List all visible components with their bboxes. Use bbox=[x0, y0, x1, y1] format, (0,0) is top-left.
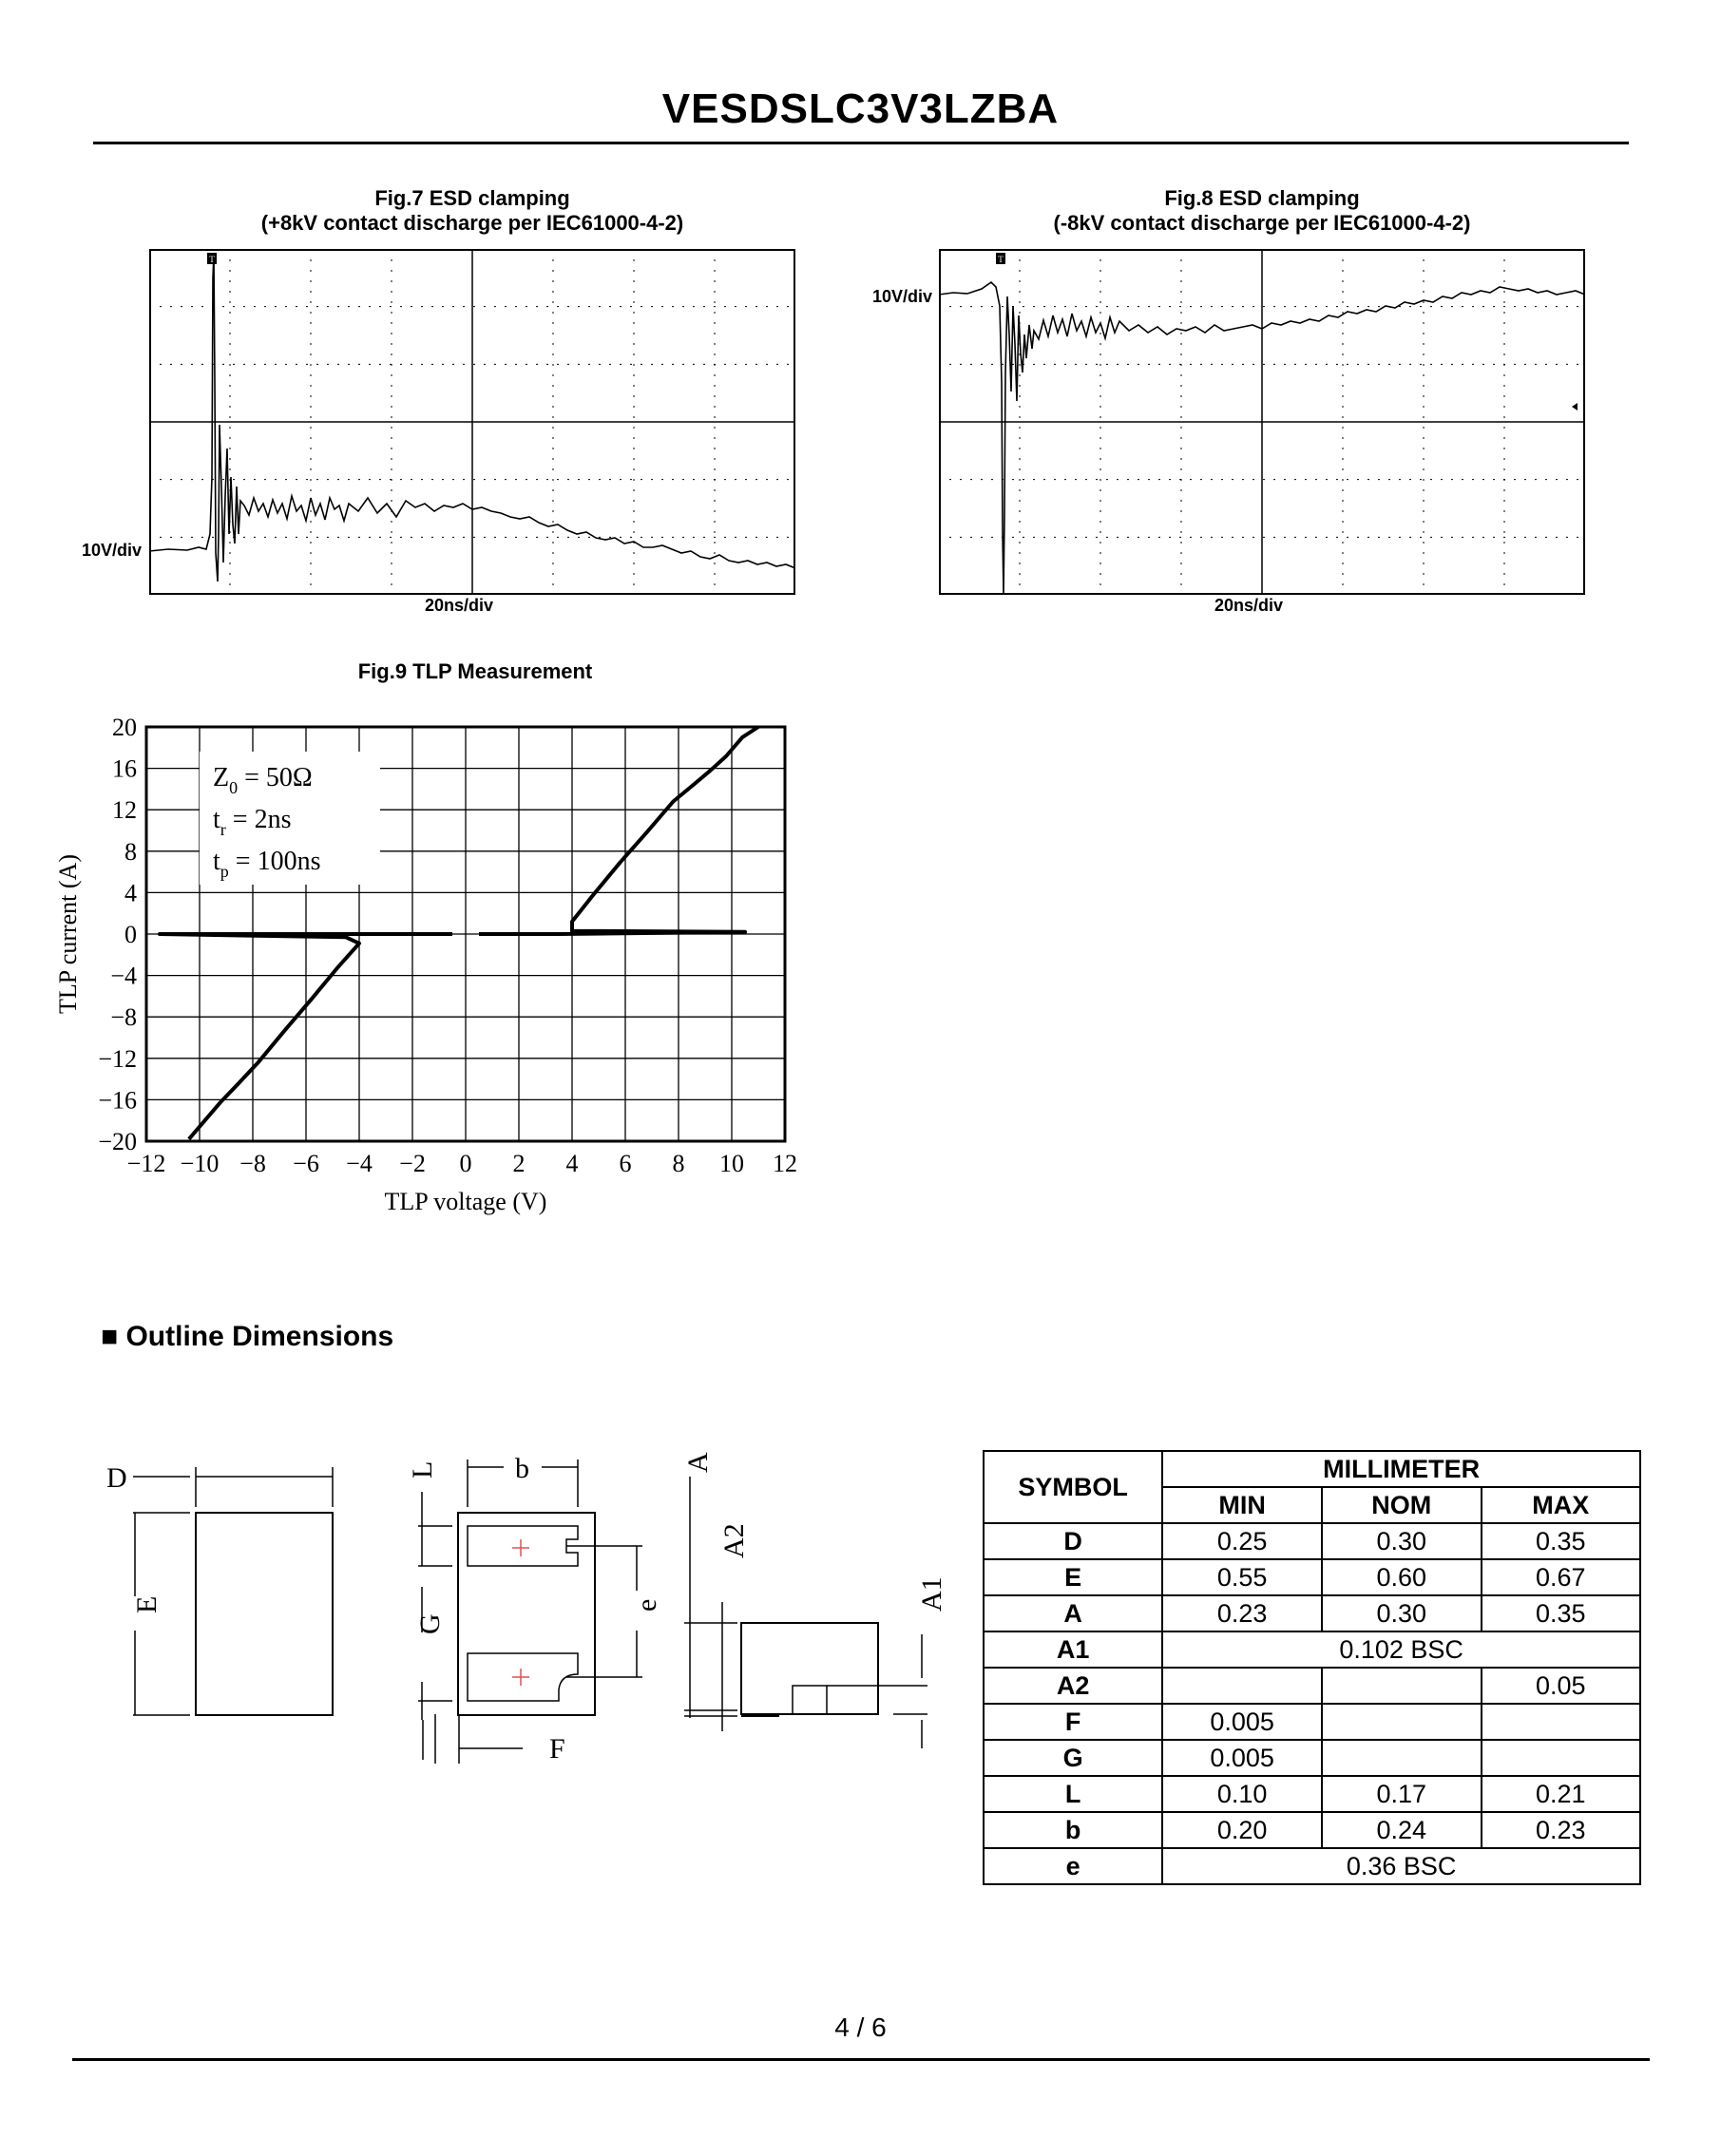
label-e: e bbox=[631, 1598, 662, 1612]
label-A1: A1 bbox=[916, 1576, 947, 1612]
fig7-title-line1: Fig.7 ESD clamping bbox=[374, 186, 570, 210]
cell-nom: 0.24 bbox=[1322, 1812, 1482, 1848]
table-row bbox=[984, 1523, 1640, 1559]
table-row bbox=[984, 1812, 1640, 1848]
cell-nom: 0.30 bbox=[1322, 1595, 1482, 1631]
fig7-y-scale-label: 10V/div bbox=[82, 541, 143, 560]
cell-symbol: G bbox=[984, 1740, 1162, 1776]
section-heading-text: Outline Dimensions bbox=[125, 1321, 394, 1352]
outline-top-view bbox=[106, 1462, 333, 1715]
table-row bbox=[984, 1668, 1640, 1704]
tlp-x-axis-label: TLP voltage (V) bbox=[384, 1188, 547, 1215]
header-nom: NOM bbox=[1322, 1487, 1482, 1523]
header-millimeter: MILLIMETER bbox=[1162, 1451, 1640, 1487]
section-heading bbox=[101, 1321, 393, 1353]
label-b: b bbox=[515, 1453, 529, 1484]
cell-symbol: L bbox=[984, 1776, 1162, 1812]
title-rule bbox=[93, 142, 1629, 144]
page-number: 4 / 6 bbox=[834, 2013, 887, 2042]
fig8-y-scale-label: 10V/div bbox=[872, 287, 933, 306]
tlp-annotation-tr: $t_r = 2ns$ bbox=[213, 805, 292, 839]
label-D: D bbox=[106, 1462, 127, 1494]
fig7-x-scale-label: 20ns/div bbox=[425, 596, 494, 615]
header-symbol: SYMBOL bbox=[984, 1451, 1162, 1523]
outline-bottom-view bbox=[407, 1453, 662, 1765]
cell-max bbox=[1482, 1704, 1641, 1740]
header-min: MIN bbox=[1162, 1487, 1322, 1523]
cell-max bbox=[1482, 1740, 1641, 1776]
dimension-table bbox=[983, 1450, 1641, 1885]
tlp-x-tick-label: 12 bbox=[773, 1150, 797, 1177]
tlp-series-positive bbox=[479, 727, 758, 934]
label-L: L bbox=[407, 1460, 438, 1479]
cell-min bbox=[1162, 1668, 1322, 1704]
tlp-y-tick-label: −12 bbox=[98, 1044, 137, 1073]
table-row bbox=[984, 1631, 1640, 1668]
cell-symbol: e bbox=[984, 1848, 1162, 1884]
cell-symbol: D bbox=[984, 1523, 1162, 1559]
fig8-title-line1: Fig.8 ESD clamping bbox=[1164, 186, 1360, 210]
tlp-y-tick-label: −4 bbox=[110, 962, 137, 990]
cell-min: 0.10 bbox=[1162, 1776, 1322, 1812]
tlp-y-tick-label: 8 bbox=[124, 837, 137, 866]
cell-max: 0.67 bbox=[1482, 1559, 1641, 1595]
tlp-y-tick-label: −8 bbox=[110, 1003, 137, 1032]
cell-min: 0.55 bbox=[1162, 1559, 1322, 1595]
fig8-title bbox=[939, 186, 1585, 236]
tlp-y-tick-label: −20 bbox=[98, 1128, 137, 1155]
svg-text:T: T bbox=[209, 255, 215, 264]
label-E: E bbox=[131, 1595, 163, 1613]
cell-symbol: E bbox=[984, 1559, 1162, 1595]
cell-nom: 0.17 bbox=[1322, 1776, 1482, 1812]
table-row bbox=[984, 1848, 1640, 1884]
cell-nom bbox=[1322, 1704, 1482, 1740]
label-A2: A2 bbox=[718, 1523, 750, 1558]
cell-value-span: 0.36 BSC bbox=[1162, 1848, 1640, 1884]
cell-symbol: F bbox=[984, 1704, 1162, 1740]
tlp-y-tick-label: 0 bbox=[124, 921, 137, 948]
label-G: G bbox=[414, 1613, 446, 1634]
tlp-y-axis-label: TLP current (A) bbox=[54, 854, 82, 1014]
tlp-x-tick-label: 6 bbox=[619, 1150, 632, 1177]
table-row bbox=[984, 1559, 1640, 1595]
tlp-y-tick-label: 16 bbox=[112, 754, 137, 783]
cell-value-span: 0.102 BSC bbox=[1162, 1631, 1640, 1668]
table-row bbox=[984, 1740, 1640, 1776]
tlp-x-tick-label: −2 bbox=[399, 1150, 426, 1177]
label-A: A bbox=[682, 1452, 714, 1473]
cell-symbol: A2 bbox=[984, 1668, 1162, 1704]
tlp-x-tick-labels bbox=[127, 1150, 797, 1177]
tlp-annotation-z0: $Z_0 = 50\Omega$ bbox=[213, 763, 313, 797]
fig8-x-scale-label: 20ns/div bbox=[1214, 596, 1284, 615]
table-row bbox=[984, 1704, 1640, 1740]
tlp-y-tick-label: −16 bbox=[98, 1086, 137, 1115]
fig8-trigger-marker bbox=[996, 253, 1005, 264]
footer-rule bbox=[72, 2058, 1650, 2061]
cell-min: 0.20 bbox=[1162, 1812, 1322, 1848]
fig7-scope-grid bbox=[149, 249, 795, 595]
fig8-scope-grid bbox=[939, 249, 1585, 595]
table-row bbox=[984, 1776, 1640, 1812]
cell-max: 0.35 bbox=[1482, 1595, 1641, 1631]
cell-max: 0.05 bbox=[1482, 1668, 1641, 1704]
tlp-x-tick-label: 8 bbox=[672, 1150, 685, 1177]
label-F: F bbox=[549, 1733, 565, 1765]
fig9-tlp-chart bbox=[38, 703, 817, 1235]
tlp-x-tick-label: 2 bbox=[512, 1150, 526, 1177]
cell-max: 0.23 bbox=[1482, 1812, 1641, 1848]
tlp-x-tick-label: 10 bbox=[719, 1150, 744, 1177]
header-max: MAX bbox=[1482, 1487, 1641, 1523]
fig9-title: Fig.9 TLP Measurement bbox=[357, 659, 593, 683]
cell-min: 0.005 bbox=[1162, 1740, 1322, 1776]
tlp-x-tick-label: −10 bbox=[180, 1150, 220, 1177]
fig7-title bbox=[149, 186, 795, 236]
cell-nom bbox=[1322, 1740, 1482, 1776]
tlp-y-tick-label: 4 bbox=[124, 879, 137, 907]
cell-max: 0.35 bbox=[1482, 1523, 1641, 1559]
table-row bbox=[984, 1595, 1640, 1631]
tlp-annotation-tp: $t_p = 100ns$ bbox=[213, 847, 321, 881]
cell-symbol: b bbox=[984, 1812, 1162, 1848]
cell-nom: 0.30 bbox=[1322, 1523, 1482, 1559]
section-bullet-icon: ■ bbox=[101, 1321, 119, 1352]
fig7-scope-plot bbox=[149, 249, 795, 595]
tlp-y-tick-labels bbox=[98, 714, 137, 1155]
cell-symbol: A1 bbox=[984, 1631, 1162, 1668]
fig8-level-marker-icon bbox=[1572, 403, 1578, 410]
tlp-x-tick-label: 4 bbox=[565, 1150, 579, 1177]
fig7-trigger-marker bbox=[207, 253, 217, 264]
cell-max: 0.21 bbox=[1482, 1776, 1641, 1812]
cell-nom: 0.60 bbox=[1322, 1559, 1482, 1595]
cell-min: 0.23 bbox=[1162, 1595, 1322, 1631]
document-title: VESDSLC3V3LZBA bbox=[661, 86, 1060, 132]
cell-nom bbox=[1322, 1668, 1482, 1704]
svg-text:T: T bbox=[998, 255, 1004, 264]
tlp-x-tick-label: −12 bbox=[126, 1150, 166, 1177]
outline-side-view bbox=[682, 1452, 947, 1748]
cell-symbol: A bbox=[984, 1595, 1162, 1631]
outline-drawing bbox=[95, 1435, 950, 1777]
fig7-title-line2: (+8kV contact discharge per IEC61000-4-2) bbox=[260, 211, 684, 235]
tlp-x-tick-label: −4 bbox=[346, 1150, 373, 1177]
tlp-x-tick-label: −6 bbox=[293, 1150, 319, 1177]
tlp-y-tick-label: 12 bbox=[112, 796, 137, 825]
tlp-y-tick-label: 20 bbox=[112, 714, 137, 741]
tlp-x-tick-label: −8 bbox=[239, 1150, 266, 1177]
cell-min: 0.005 bbox=[1162, 1704, 1322, 1740]
fig8-title-line2: (-8kV contact discharge per IEC61000-4-2) bbox=[1053, 211, 1471, 235]
fig8-scope-plot bbox=[939, 249, 1585, 595]
cell-min: 0.25 bbox=[1162, 1523, 1322, 1559]
tlp-x-tick-label: 0 bbox=[459, 1150, 472, 1177]
